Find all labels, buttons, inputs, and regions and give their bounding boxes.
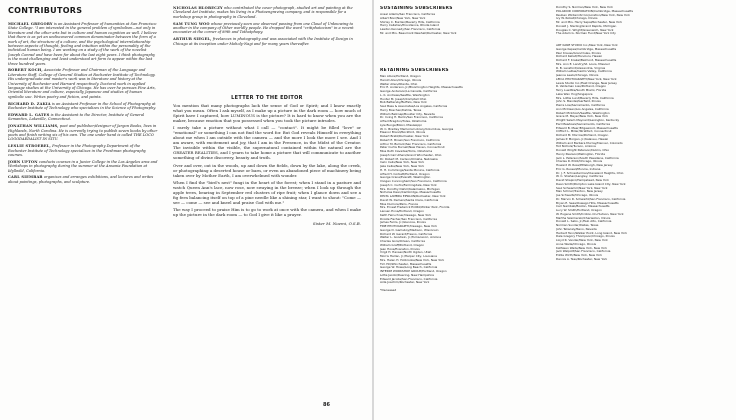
subscriber-entry: Jack Welpott/San Francisco, California — [556, 250, 611, 254]
subscriber-entry: Albert Boni/New York, New York — [380, 16, 426, 20]
subscriber-entry: Aida Joachim/Rochester, New York — [380, 281, 430, 285]
contributor-entry — [8, 160, 158, 173]
contributor-name: LESLIE STROEBEL, — [8, 144, 51, 149]
subscriber-entry: Irwin Celis/New York, New York — [380, 161, 425, 165]
contributor-bio: is the Assistant to the Director, Institute of General Semantics, Lakeville, Connecticut. — [8, 112, 145, 122]
subscriber-entry: Alfred Bragdon/Tulsa, Oklahoma — [380, 120, 427, 123]
letter-paragraph: The way I proceed to praise Him is to go to work at once with the camera, and when I make up the picture in the dark room — to God I give it like a prayer. — [173, 207, 361, 218]
sustaining-list-2 — [556, 6, 730, 36]
contributor-name: JONATHAN WILLIAMS, — [8, 124, 59, 129]
subscriber-entry: Miss Dumore/Paris, France — [380, 202, 419, 206]
subscriber-entry: John Teliacaly/Reno, Nevada — [556, 227, 597, 231]
subscriber-entry: Dorothy S. Norman/New York, New York — [556, 6, 613, 9]
subscriber-entry: James P. Morgan, Jr./Kalaveu, Hawaii — [556, 137, 609, 141]
subscriber-entry: Lawton Kennedy/San Francisco, California — [380, 28, 441, 31]
subscriber-entry: David Shapiro/Hempstead, New York — [556, 179, 609, 182]
right-page — [374, 0, 736, 420]
contributor-entry — [8, 124, 158, 142]
contributor-bio: is an Assistant Professor in the School of Photography at Rochester Institute of Technology who specializes in the Science of Photography. — [8, 101, 156, 111]
contributors-column-2 — [173, 6, 361, 90]
subscriber-entry: Douglas C. Wright/Greenwich, New York — [556, 28, 614, 32]
subscriber-entry: DELTA LAMBDA EPSILON/Rochester, New York — [380, 195, 446, 198]
subscriber-entry: Eric E. Anderson, Jr./Bloomington Heights, Massachusetts — [380, 86, 463, 90]
subscriber-entry: Robert E. Brown/San Francisco, California — [380, 138, 440, 142]
subscriber-entry: Mrs. Helen H. Holbrooke/New York, New York — [380, 258, 445, 262]
subscriber-entry: Mr. and Mrs. Harry Sepal/Rochester, New York — [556, 21, 623, 24]
subscriber-entry: William and Barbara Murray/Denver, Colorado — [556, 141, 623, 145]
contributor-name: ROBERT KOCH, — [8, 68, 43, 73]
subscriber-entry: W. Eugene Smith/Croton-On-Hudson, New York — [556, 212, 624, 216]
subscriber-entry: Richard W. Gerard/Fresno, California — [380, 232, 433, 236]
subscriber-entry: Lansen Enna/Portland, Oregon — [380, 210, 424, 213]
subscriber-entry: Jean Hoos/Evanston, Illinois — [380, 247, 420, 251]
letter-signature: Sister M. Noemi, O.S.B. — [312, 220, 361, 226]
subscriber-entry: Hunter M. Joseph/Comptell Ohio — [380, 97, 427, 101]
subscriber-entry: George Kepes/Cambridge, Massachusetts — [556, 47, 617, 51]
subscriber-entry: Richard F. Krakel/Belmont, Massachusetts — [556, 59, 617, 62]
contributor-bio: who contributed the cover photograph, studied art and painting at the Cleveland Art Institute, makes his living in a Photoengraving company, and is responsible for a workshop group in photography in Cleveland. — [173, 6, 353, 19]
subscriber-entry: Donald Wright Peterson/Dublin, Ohio — [556, 149, 610, 152]
subscriber-entry: Keith Feiruchner/Oswego, New York — [380, 213, 432, 217]
contributor-name: ARTHUR SIEGEL, — [173, 37, 212, 42]
subscriber-entry: Reuben Winternitz Corporation/New York, New York — [556, 13, 630, 17]
subscriber-entry: Droste Fischer/San Francisco, California — [380, 217, 437, 221]
subscriber-entry: Jake Celka/New York, New York — [380, 165, 425, 168]
subscriber-entry: Norman Sunder/Dallas, Texas — [556, 224, 599, 227]
subscriber-entry: David W. Demers/Santa Clara, California — [380, 198, 439, 202]
subscriber-entry: Pierre Low/Sacramento, California — [556, 104, 605, 107]
subscriber-entry: Grace M. Mayer/New York, New York — [556, 115, 609, 119]
subscriber-entry: Walter Allen/Atlanta, Ohio — [380, 82, 418, 86]
contributor-entry — [173, 22, 361, 35]
sustaining-section-2 — [556, 6, 730, 46]
subscriber-entry: Dr. Robert M. Carlson/Omaha, Nebraska — [380, 157, 438, 161]
subscriber-entry: Harry Boschen/Dahlia, Texas — [380, 108, 422, 112]
subscriber-entry: Robert Bretz/Rochester, New York — [380, 135, 429, 138]
contributor-name: SAM TUNG WOO — [173, 21, 210, 26]
subscriber-entry: Eddie Wirth/New York, New York — [556, 254, 603, 257]
contributor-entry — [173, 37, 361, 46]
retaining-list-1 — [380, 75, 550, 285]
subscriber-entry: Walter L. Goodwin, Jr./Tumacacori, Arizona — [380, 236, 441, 240]
letter-paragraph: I rarely take a picture without what I call — "contact". It might be filled "love" or "emotional" or something I can not find the word for. But God reveals Himself in everything about me when I am outside with the camera — and the more I look the more I see. And I am aware, with excitement and joy, that I am in the Presence, in the Midst of the Creator. The invisible within the visible, the supernatural contained within the natural are the GREATER REALITIES, and I yearn to take home a picture that will communicate to another something of divine discovery, beauty and truth. — [173, 125, 361, 161]
subscriber-entry: Tod Nichols/Tucson, Arizona — [556, 145, 596, 149]
contributor-name: CARL SIEMBAB — [8, 175, 43, 180]
subscriber-entry: Lotte Jacobi/Deering, New Hampshire — [380, 273, 435, 277]
subscriber-entry: Earl Meadows/Sacramento, California — [556, 122, 611, 126]
retaining-heading: RETAINING SUBSCRIBERS — [380, 68, 449, 73]
retaining-section-2 — [556, 44, 730, 414]
contributor-entry — [8, 175, 158, 184]
subscriber-entry: Arthur M. Bullock/San Francisco, California — [380, 142, 442, 146]
letter-paragraph: When I find the "bird's nest" fungi in the heart of the forest; when I stand in a pasture and watch Queen Ann's lace, now rose, now swaying in the breeze; when I look up through the apple trees, bearing in September red clusters of ripe fruit; when I glance down and see a fig fern balancing itself on top of a pine needle like a shining star, I want to shout: "Come — see — come — see and kneel and praise God with me." — [173, 180, 361, 205]
sustaining-heading: SUSTAINING SUBSCRIBERS — [380, 6, 453, 11]
letter-to-editor — [173, 92, 361, 396]
subscriber-entry: H. H. Cummings/Santa Monica, California — [380, 168, 440, 172]
subscriber-entry: Lewis Studio Inc./East Orange, New Jersey — [556, 81, 617, 85]
subscriber-entry: George Anderson/La Canada, California — [380, 90, 438, 93]
subscriber-entry: Joe Schwartz/Chicago, Illinois — [556, 194, 599, 197]
subscriber-entry: Ann McCleen/Los Angeles, California — [556, 107, 609, 111]
subscriber-entry: Martha Szeimerski/Charleston, Illinois — [556, 216, 611, 220]
contributor-bio: conducts courses in a Junior College in the Los Angeles area and Workshops in photography during the summer at the Ansonia Foundation at Idyllwild, California. — [8, 159, 158, 173]
subscriber-entry: Edward Jacobs/San Francisco, California — [380, 277, 438, 281]
subscriber-entry: Mrs. Dorothy Dahm/Kalamazoo, Michigan — [380, 187, 440, 191]
subscriber-entry: Bryan E. Seas/Oswego Hills, Massachusetts — [556, 201, 619, 205]
subscriber-entry: Donald L. Sabo, Jr./Palo Alto, California — [556, 220, 612, 224]
subscriber-entry: Mr. and Mrs. Beaumont Newhall/Rochester, New York — [380, 31, 457, 35]
contributor-bio: freelances in photography and was associated with the Institute of Design in Chicago at its inception under Moholy-Nagi and for many years thereafter. — [173, 37, 353, 46]
subscriber-entry: Dr. Irving H. Berlin/San Francisco, California — [380, 116, 443, 120]
subscriber-entry: Dean Smith/Pompton Lake Island City, New York — [556, 182, 626, 186]
subscriber-entry: Dennis A. Tess/Rochester, New York — [556, 257, 608, 261]
contributor-name: NICHOLAS HLOBECZY — [173, 6, 223, 10]
contributor-name: RICHARD D. ZAKIA — [8, 101, 51, 106]
contributors-heading: CONTRIBUTORS — [8, 6, 83, 15]
subscriber-entry: Harry Callahan/Providence, Rhode Island — [380, 24, 439, 28]
subscriber-entry: Mrs. Ernest Frederick Eidlitz/Winter Park, Florida — [380, 206, 450, 210]
subscriber-entry: Alfred H. Corbett/Portland, Oregon — [380, 172, 430, 176]
retaining-section — [380, 68, 550, 414]
contributor-entry — [8, 113, 158, 122]
contributor-name: EDWARD L. GATES — [8, 112, 50, 117]
subscriber-entry: George D. Gamsboy/Madison, Wisconsin — [380, 228, 439, 232]
subscriber-entry: Edward B. Meer/Edgewood, Massachusetts — [556, 126, 618, 130]
subscriber-entry: R. Veldeman Lies/Portland, Oregon — [556, 85, 607, 89]
letter-paragraph: You mention that many photographs lack the sense of God or Spirit; and I know exactly what you mean. Often I ask myself, as I make up a picture in the dark room — how much of Spirit have I captured, how LUMINOUS is the picture? It is hard to know when you are the maker, because emotion that you possessed when you took the picture intrudes. — [173, 103, 361, 123]
contributor-name: JOHN UPTON — [8, 159, 38, 164]
subscriber-entry: Eleanor Brand/Rockford, Illinois — [380, 131, 426, 135]
subscriber-entry: Donald J. Sterling/Grand Rapids, Michigan — [556, 24, 617, 28]
subscriber-entry: Richard Kellalt/Honolulu, Hawaii — [556, 55, 603, 59]
deceased-note: *Deceased — [380, 288, 397, 292]
subscriber-entry: Kathleen Wade/New York, New York — [556, 246, 608, 250]
subscriber-entry: Miss Ruth Cavadas/Toms, Oklahoma — [380, 150, 433, 153]
subscriber-entry: W. C. Shahan/Langley, California — [556, 175, 603, 179]
subscriber-entry: Dr. J. F. Schneiderman/Cleveland Heights, Ohio — [556, 171, 624, 175]
subscriber-entry: Robert McIntosh/Seattle, Washington — [556, 111, 610, 115]
subscriber-entry: Max Allure/Portland, Oregon — [380, 75, 421, 78]
subscriber-entry: Joseph Carruthers/Grand Winchester, Ohio — [380, 153, 442, 157]
subscriber-entry: Nicholas Dean/Cambridge, Massachusetts — [380, 191, 441, 195]
subscriber-entry: Lyle Bunge/Biloxi, Mississippi — [380, 123, 422, 127]
subscriber-entry: George W. Howe/Long Beach, California — [380, 266, 438, 270]
subscriber-entry: Tim Hill/Winchester, Massachusetts — [380, 262, 432, 266]
contributor-entry — [8, 144, 158, 157]
contributor-bio: Professor in the Photography Department of the Rochester Institute of Technology specializes in the Freshman photography courses. — [8, 144, 146, 157]
subscriber-entry: Dale Gregory Thompson/Chicago, Illinois — [556, 235, 615, 239]
subscriber-entry: Peter Curtis Burnell/New Haven, Connecticut — [380, 146, 445, 150]
subscriber-entry: Shirley C. Burden/Beverly Hills, California — [380, 20, 440, 24]
contributor-bio: is an Assistant Professor of humanities at San Francisco State College. "I am interested in the general problem of symbolism—not only in literature and the other arts but in culture and human cognition as well. I believe that there is as yet an undiscovered common denominator between the form of a work of art, the structure of a culture, and the psychological interrelationship between aspects of thought, feeling and intuition within the personality of the individual human being. I am working on a study of the work of the novelist Joseph Conrad and have been for about the last eight years. I think photography is the most challenging and least understood art form to appear within the last three hundred years. — [8, 22, 157, 66]
letter-body — [173, 104, 361, 218]
sustaining-list-1 — [380, 13, 550, 36]
retaining-list-2 — [556, 44, 730, 262]
subscriber-entry: Virgil H. Hansen/North Ogden, Utah — [380, 251, 432, 255]
subscriber-entry: Anne Wade/Chicago, Illinois — [556, 242, 596, 246]
subscriber-entry: Terry Luedtke/South Miami, Florida — [556, 89, 607, 92]
subscriber-entry: William Belknap/Boulder City, Nevada — [380, 112, 435, 116]
subscriber-entry: Harold Allen/Chicago, Illinois — [380, 78, 422, 82]
subscriber-entry: POLAROID CORPORATION/Cambridge, Massachusetts — [556, 9, 634, 13]
contributor-entry — [8, 102, 158, 111]
subscriber-entry: Mrs. Lottie Lund/Beverly Hills, California — [556, 96, 614, 100]
subscriber-entry: Carl Siembab/Boston, Massachusetts — [556, 205, 610, 209]
subscriber-entry: Eric G. Russell/Muncie, Indiana — [556, 167, 601, 171]
subscriber-entry: Charles Gora/Orlean, California — [380, 240, 425, 243]
subscriber-entry: Jeanne Lewis/Chicago, Illinois — [556, 74, 599, 77]
contributor-entry — [8, 68, 158, 99]
subscriber-entry: R. B. Lansford/Alexandria, Virginia — [556, 66, 606, 70]
subscriber-entry: ART KANE STUDIO Inc./New York, New York — [556, 44, 618, 47]
subscriber-entry: Max Schrier/Trenton, New Jersey — [556, 190, 603, 194]
subscriber-entry: INTERIM WORKSHOP GROUP/Portland, Oregon — [380, 270, 447, 273]
subscriber-entry: Morris Harlan, Jr./Harper City, Louisiana — [380, 255, 437, 258]
subscriber-entry: Mrs. Ann E. Landry/St. Louis, Missouri — [556, 62, 611, 66]
subscriber-entry: Jack L. Peterson/South Pasadena, California — [556, 156, 619, 160]
contributor-bio: poet and publisher/designer of Jargon Books, lives in Highlands, North Carolina. He is currently trying to publish seven books by other poets and finish writing six of his own. The one under hand is called THE LOCO LOGODAEDALIST IN SITU. — [8, 124, 158, 142]
subscriber-entry: Joseph C. Curtis/Farmingdale, New York — [380, 183, 437, 187]
subscriber-entry: Lucy W. Smith/Portland, Oregon — [556, 209, 602, 212]
contributor-entry — [173, 6, 361, 19]
sustaining-section — [380, 6, 550, 56]
subscriber-entry: Ansel Adams/San Francisco, California — [380, 13, 436, 16]
subscriber-entry: L. K. Andrews/Seattle, Washington — [380, 93, 430, 97]
subscriber-entry: The Adam G. Norman Fund/New York City — [556, 32, 616, 36]
subscriber-entry: Henry Pearson/Wellington, Florida — [556, 152, 606, 156]
subscriber-entry: Lake Wan Ying/Singapore — [556, 92, 593, 96]
subscriber-entry: Paul Krauss/Grand Isles, Illinois — [556, 51, 601, 55]
subscriber-entry: Lloyd R. Vander/New York, New York — [556, 239, 608, 242]
contributor-bio: Associate Professor and Chairman of the Language and Literature Staff, College of General Studies at Rochester Institute of Technology. His undergraduate and master's work was in literature and history at the University of Rochester and Harvard respectively. Doctoral work in applied language studies at the University of Chicago. He has over he pursues Fine Arts, Oriental literature and culture, especially Japanese and studies of human symbolic use. Writes poetry and fiction, and paints. — [8, 68, 156, 99]
subscriber-entry: George Crane/Everett, Washington — [380, 176, 431, 180]
letter-paragraph: Over and over, out in the woods, up and down the fields, down by the lake, along the creek, or photographing a deserted house or barn, or even an abandoned piece of machinery being taken over by Mother Earth, I am overwhelmed with wonder. — [173, 162, 361, 178]
subscriber-entry: Richard M. Morrow/Portland, Oregon — [556, 134, 609, 137]
subscriber-entry: Imogen Cunningham/San Francisco, California — [380, 180, 447, 183]
page-number: 86 — [323, 402, 330, 408]
subscriber-entry: Herbert Tenn/Walker Point, Long Island, New York — [556, 231, 627, 235]
subscriber-entry: Charles R. Pillot/Chicago, Illinois — [556, 160, 603, 164]
subscriber-entry: William LeRue/Castro Valley, California — [556, 70, 612, 74]
subscriber-entry: Howard W. Ross/Pittsburgh, New Jersey — [556, 164, 613, 167]
subscriber-entry: James Ferris, Jr./Glencoe, Illinois — [380, 221, 426, 225]
subscriber-entry: Saul Bass & Associates/Los Angeles, California — [380, 105, 448, 108]
subscriber-entry: Bob Battersby/Buffalo, New York — [380, 101, 427, 105]
subscriber-entry: Clifford L. Miller/Stratford, Connecticut — [556, 130, 612, 134]
letter-heading: LETTER TO THE EDITOR — [231, 95, 303, 101]
subscriber-entry: John S. Mandel/Garfield, Illinois — [556, 100, 601, 104]
subscriber-entry: W. C. Bradley Memorial Library/Columbus, Georgia — [380, 127, 454, 131]
contributors-column-1 — [8, 22, 158, 402]
contributor-bio: whose previously seen one observed passing from one Cloud of Unknowing to another in the company of Other worldly people. He dropped the word "critiphotocism" in a recent encounter at the corner of 89th and Tothatphopy. — [173, 21, 354, 35]
contributor-bio: organizes and arranges exhibitions, and lectures and writes about paintings, photographs, and sculpture. — [8, 175, 154, 184]
subscriber-entry: FINE PHOTOGRAPHY/Oswego, New York — [380, 225, 438, 228]
subscriber-entry: Saul Schwamm/New York, New York — [556, 186, 608, 190]
subscriber-entry: Ivy W. Robat/Chicago, Illinois — [556, 17, 598, 21]
contributor-name: MICHAEL GREGORY — [8, 22, 53, 26]
subscriber-entry: Dr. Marvin D. Schwartz/San Francisco, California — [556, 197, 626, 201]
subscriber-entry: Wright Salem Maynard/Lexington, Kentucky — [556, 119, 620, 122]
contributor-entry — [8, 22, 158, 66]
subscriber-entry: LEICA PHOTOGRAPHY/New York, New York — [556, 77, 617, 81]
subscriber-entry: William Graff/Portland, Oregon — [380, 243, 425, 247]
